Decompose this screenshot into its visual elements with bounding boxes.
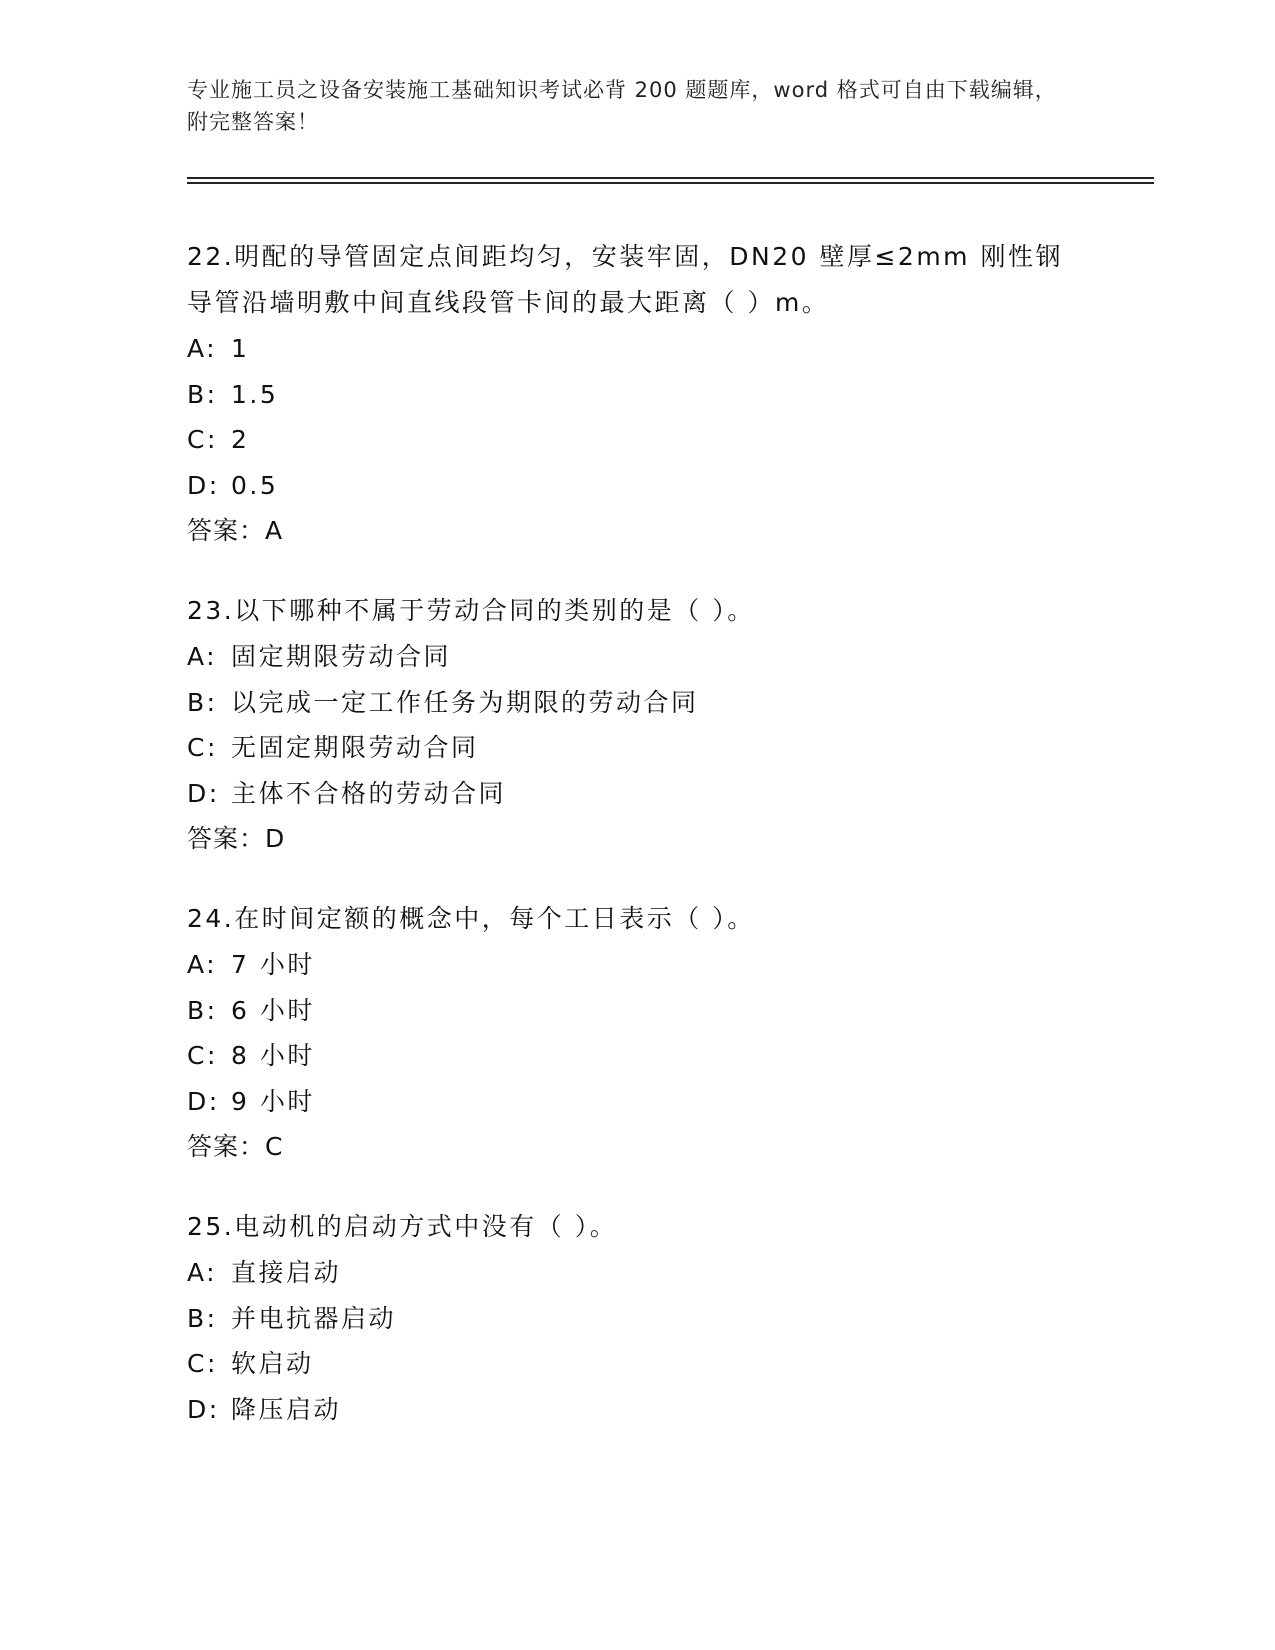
option-c: [187, 725, 1087, 771]
option-text: 1: [231, 334, 250, 363]
option-d: [187, 463, 1087, 509]
option-a: [187, 326, 1087, 372]
option-text: 9 小时: [231, 1086, 315, 1116]
option-a: [187, 942, 1087, 988]
option-d: [187, 1387, 1087, 1433]
option-text: 1.5: [231, 379, 279, 409]
question-stem: 24.在时间定额的概念中，每个工日表示（ ）。: [187, 904, 755, 933]
header-divider-bottom: [187, 182, 1154, 184]
option-text: 固定期限劳动合同: [231, 642, 452, 671]
question-stem: 23.以下哪种不属于劳动合同的类别的是（ ）。: [187, 596, 755, 625]
answer-value: C: [265, 1132, 284, 1161]
option-letter: A:: [187, 642, 218, 671]
option-letter: D:: [187, 470, 220, 500]
answer-value: D: [265, 824, 286, 853]
option-text: 降压启动: [231, 1394, 342, 1424]
option-d: [187, 771, 1087, 817]
option-b: [187, 1296, 1087, 1342]
option-text: 无固定期限劳动合同: [231, 733, 479, 762]
question-24: [187, 896, 1087, 1170]
option-letter: B:: [187, 379, 218, 409]
option-letter: A:: [187, 950, 218, 979]
option-text: 7 小时: [231, 950, 315, 979]
option-text: 直接启动: [231, 1258, 342, 1287]
option-letter: D:: [187, 1086, 220, 1116]
question-22: [187, 234, 1087, 554]
option-letter: B:: [187, 995, 218, 1025]
question-stem: 22.明配的导管固定点间距均匀，安装牢固，DN20 壁厚≤2mm 刚性钢导管沿墙明敷中间直线段管卡间的最大距离（ ）m。: [187, 242, 1063, 317]
option-c: [187, 417, 1087, 463]
answer-line: [187, 816, 1087, 862]
option-text: 主体不合格的劳动合同: [231, 778, 507, 808]
question-23: [187, 588, 1087, 862]
option-text: 6 小时: [231, 995, 315, 1025]
answer-line: [187, 1124, 1087, 1170]
option-text: 8 小时: [231, 1041, 315, 1070]
answer-line: [187, 508, 1087, 554]
document-header: 专业施工员之设备安装施工基础知识考试必背 200 题题库，word 格式可自由下载编辑，附完整答案！: [187, 78, 1057, 134]
option-letter: C:: [187, 733, 218, 762]
option-letter: D:: [187, 1394, 220, 1424]
option-letter: C:: [187, 1349, 218, 1378]
option-letter: B:: [187, 687, 218, 717]
question-list: [187, 234, 1087, 1466]
answer-value: A: [265, 516, 284, 545]
option-letter: A:: [187, 334, 218, 363]
option-letter: C:: [187, 1041, 218, 1070]
option-letter: B:: [187, 1303, 218, 1333]
option-a: [187, 634, 1087, 680]
answer-label: 答案：: [187, 516, 266, 545]
option-letter: D:: [187, 778, 220, 808]
option-text: 并电抗器启动: [231, 1303, 397, 1333]
header-divider-top: [187, 177, 1154, 179]
answer-label: 答案：: [187, 824, 266, 853]
option-c: [187, 1033, 1087, 1079]
option-c: [187, 1341, 1087, 1387]
option-b: [187, 988, 1087, 1034]
question-25: [187, 1204, 1087, 1432]
option-text: 0.5: [231, 470, 279, 500]
option-letter: A:: [187, 1258, 218, 1287]
answer-label: 答案：: [187, 1132, 266, 1161]
option-text: 软启动: [231, 1349, 314, 1378]
option-text: 2: [231, 425, 250, 454]
question-stem: 25.电动机的启动方式中没有（ ）。: [187, 1212, 618, 1241]
option-a: [187, 1250, 1087, 1296]
option-d: [187, 1079, 1087, 1125]
option-text: 以完成一定工作任务为期限的劳动合同: [231, 687, 699, 717]
option-b: [187, 680, 1087, 726]
option-b: [187, 372, 1087, 418]
option-letter: C:: [187, 425, 218, 454]
